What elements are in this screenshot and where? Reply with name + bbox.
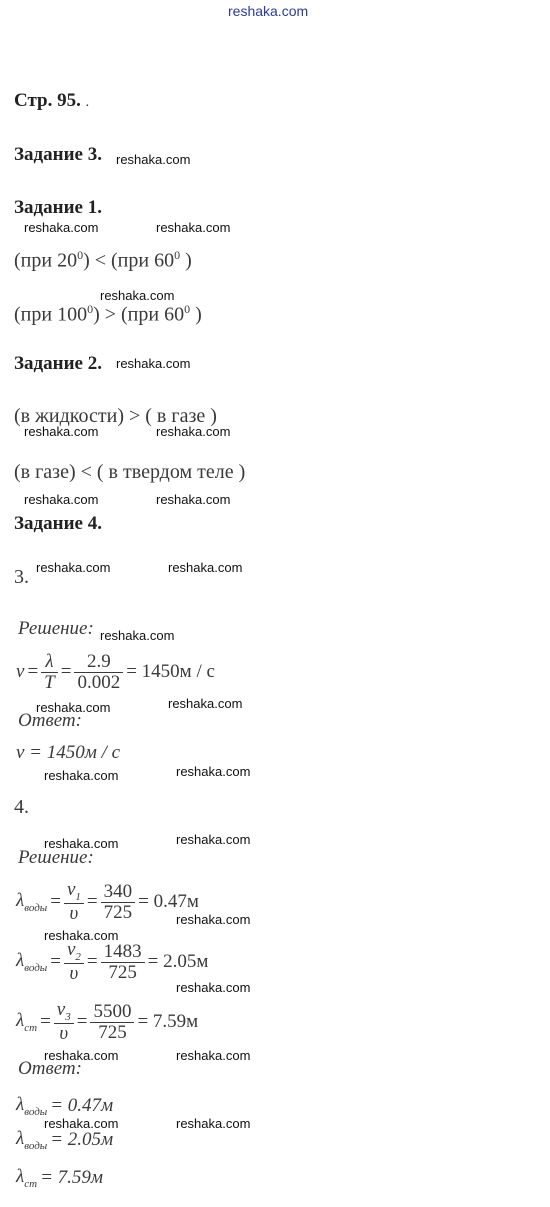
p3-lambda: λ — [41, 652, 58, 673]
p4-a2-lambda: $\lambda_{воды}$ — [16, 1128, 48, 1152]
watermark: reshaka.com — [116, 356, 191, 371]
p4-r2-frac-sym — [64, 940, 84, 984]
p4-r1-result: = 0.47м — [138, 891, 199, 913]
p4-r3-v — [54, 1000, 74, 1024]
problem4-answer-label: Ответ: — [18, 1058, 82, 1079]
problem4-answer-1 — [16, 1094, 113, 1118]
t1-l1-right-sup: 0 — [174, 248, 181, 262]
t1-l2-right-sup: 0 — [184, 302, 191, 316]
p4-r2-num: 1483 — [101, 942, 145, 963]
task1-line1 — [14, 248, 192, 273]
watermark: reshaka.com — [168, 560, 243, 575]
p4-r2-lambda-sub: воды — [24, 962, 48, 975]
watermark: reshaka.com — [44, 768, 119, 783]
watermark: reshaka.com — [176, 1116, 251, 1131]
p4-r3-nu: υ — [59, 1023, 69, 1045]
problem3-number: 3. — [14, 566, 29, 588]
p4-a3-value: = 7.59м — [40, 1166, 104, 1188]
watermark: reshaka.com — [44, 1048, 119, 1063]
p4-r3-v-text: v — [56, 999, 66, 1020]
page-title-text: Стр. 95. — [14, 90, 81, 111]
p4-r2-den: 725 — [108, 961, 137, 983]
p4-r3-eq2: = — [76, 1011, 88, 1033]
p4-r2-eq1: = — [50, 951, 61, 973]
problem3-solution-label: Решение: — [18, 618, 94, 639]
watermark: reshaka.com — [168, 696, 243, 711]
p3-frac-values — [74, 652, 123, 693]
problem3-answer-label: Ответ: — [18, 710, 82, 731]
watermark: reshaka.com — [36, 700, 111, 715]
p4-r2-v-sub: 2 — [75, 950, 81, 963]
p4-r1-num: 340 — [101, 882, 136, 903]
problem4-formula-1 — [16, 880, 199, 924]
watermark: reshaka.com — [156, 220, 231, 235]
p4-r1-nu: υ — [69, 903, 79, 925]
watermark: reshaka.com — [100, 288, 175, 303]
problem3-formula — [16, 652, 215, 693]
p4-r1-frac-sym — [64, 880, 84, 924]
task2-line2: (в газе) < ( в твердом теле ) — [14, 461, 246, 483]
t1-l2-end: ) — [190, 303, 202, 326]
t1-l1-mid: ) < (при 60 — [83, 249, 175, 272]
problem4-answer-3 — [16, 1166, 103, 1190]
p3-num: 2.9 — [74, 652, 123, 673]
p4-r2-result: = 2.05м — [147, 951, 209, 973]
watermark: reshaka.com — [24, 492, 99, 507]
p4-a3-lambda-sub: ст — [24, 1177, 38, 1190]
watermark: reshaka.com — [44, 1116, 119, 1131]
page-title-dot: . — [85, 95, 90, 110]
watermark: reshaka.com — [100, 628, 175, 643]
problem4-formula-3 — [16, 1000, 198, 1044]
p4-r3-eq1: = — [40, 1011, 51, 1033]
t1-l2-left: (при 100 — [14, 303, 88, 326]
p4-r1-v-text: v — [66, 879, 76, 900]
p4-a1-value: = 0.47м — [50, 1094, 114, 1116]
p4-r3-v-sub: 3 — [65, 1010, 71, 1023]
problem4-formula-2 — [16, 940, 208, 984]
p4-r1-v — [64, 880, 84, 904]
p3-eq1: = — [27, 661, 39, 683]
p3-eq2: = — [60, 661, 72, 683]
p4-r3-lambda: $\lambda_{ст}$ — [16, 1010, 38, 1035]
problem4-solution-label: Решение: — [18, 847, 94, 868]
t1-l1-left: (при 20 — [14, 249, 78, 272]
watermark: reshaka.com — [176, 832, 251, 847]
p3-den: 0.002 — [77, 671, 121, 693]
p4-r2-v — [64, 940, 84, 964]
problem4-answer-2 — [16, 1128, 113, 1152]
task3-heading: Задание 3. — [14, 144, 102, 165]
task2-line1: (в жидкости) > ( в газе ) — [14, 405, 217, 427]
p4-r2-eq2: = — [86, 951, 98, 973]
p4-r1-v-sub: 1 — [75, 890, 81, 903]
watermark: reshaka.com — [116, 152, 191, 167]
p3-T: T — [44, 671, 55, 693]
problem4-number: 4. — [14, 796, 29, 818]
page-title — [14, 90, 89, 112]
p4-r1-eq2: = — [86, 891, 98, 913]
p4-r1-eq1: = — [50, 891, 61, 913]
p4-r3-lambda-sub: ст — [24, 1022, 38, 1035]
p4-r3-frac-sym — [54, 1000, 74, 1044]
watermark: reshaka.com — [24, 424, 99, 439]
p4-r3-frac-val — [90, 1002, 134, 1043]
p4-a3-lambda: $\lambda_{ст}$ — [16, 1166, 38, 1190]
watermark: reshaka.com — [176, 764, 251, 779]
task4-heading: Задание 4. — [14, 513, 102, 534]
task1-heading: Задание 1. — [14, 197, 102, 218]
watermark: reshaka.com — [24, 220, 99, 235]
task2-heading: Задание 2. — [14, 353, 102, 374]
p4-r1-lambda: $\lambda_{воды}$ — [16, 890, 48, 915]
p4-a2-value: = 2.05м — [50, 1128, 114, 1150]
p3-result: = 1450м / с — [126, 661, 215, 683]
p4-r1-den: 725 — [103, 901, 133, 923]
t1-l1-end: ) — [180, 249, 192, 272]
p4-r2-v-text: v — [66, 939, 76, 960]
p4-a1-lambda-sub: воды — [24, 1105, 48, 1118]
watermark: reshaka.com — [44, 836, 119, 851]
p4-r3-den: 725 — [98, 1021, 127, 1043]
p4-r2-frac-val — [101, 942, 145, 983]
watermark: reshaka.com — [156, 492, 231, 507]
p4-r3-result: = 7.59м — [137, 1011, 199, 1033]
t1-l2-left-sup: 0 — [87, 302, 94, 316]
site-header-link[interactable]: reshaka.com — [228, 3, 309, 19]
task1-line2 — [14, 302, 202, 327]
t1-l2-mid: ) > (при 60 — [93, 303, 185, 326]
p4-r2-lambda: $\lambda_{воды}$ — [16, 950, 48, 975]
p3-v: v — [16, 661, 25, 683]
p4-r1-frac-val — [101, 882, 136, 923]
watermark: reshaka.com — [176, 912, 251, 927]
watermark: reshaka.com — [36, 560, 111, 575]
p3-frac-lambda-T — [41, 652, 58, 693]
p4-r1-lambda-sub: воды — [24, 902, 48, 915]
watermark: reshaka.com — [156, 424, 231, 439]
p4-r2-nu: υ — [69, 963, 79, 985]
watermark: reshaka.com — [44, 928, 119, 943]
watermark: reshaka.com — [176, 980, 251, 995]
p4-a1-lambda: $\lambda_{воды}$ — [16, 1094, 48, 1118]
p4-a2-lambda-sub: воды — [24, 1139, 48, 1152]
problem3-answer: v = 1450м / с — [16, 742, 121, 763]
watermark: reshaka.com — [176, 1048, 251, 1063]
t1-l1-left-sup: 0 — [77, 248, 84, 262]
p4-r3-num: 5500 — [90, 1002, 134, 1023]
